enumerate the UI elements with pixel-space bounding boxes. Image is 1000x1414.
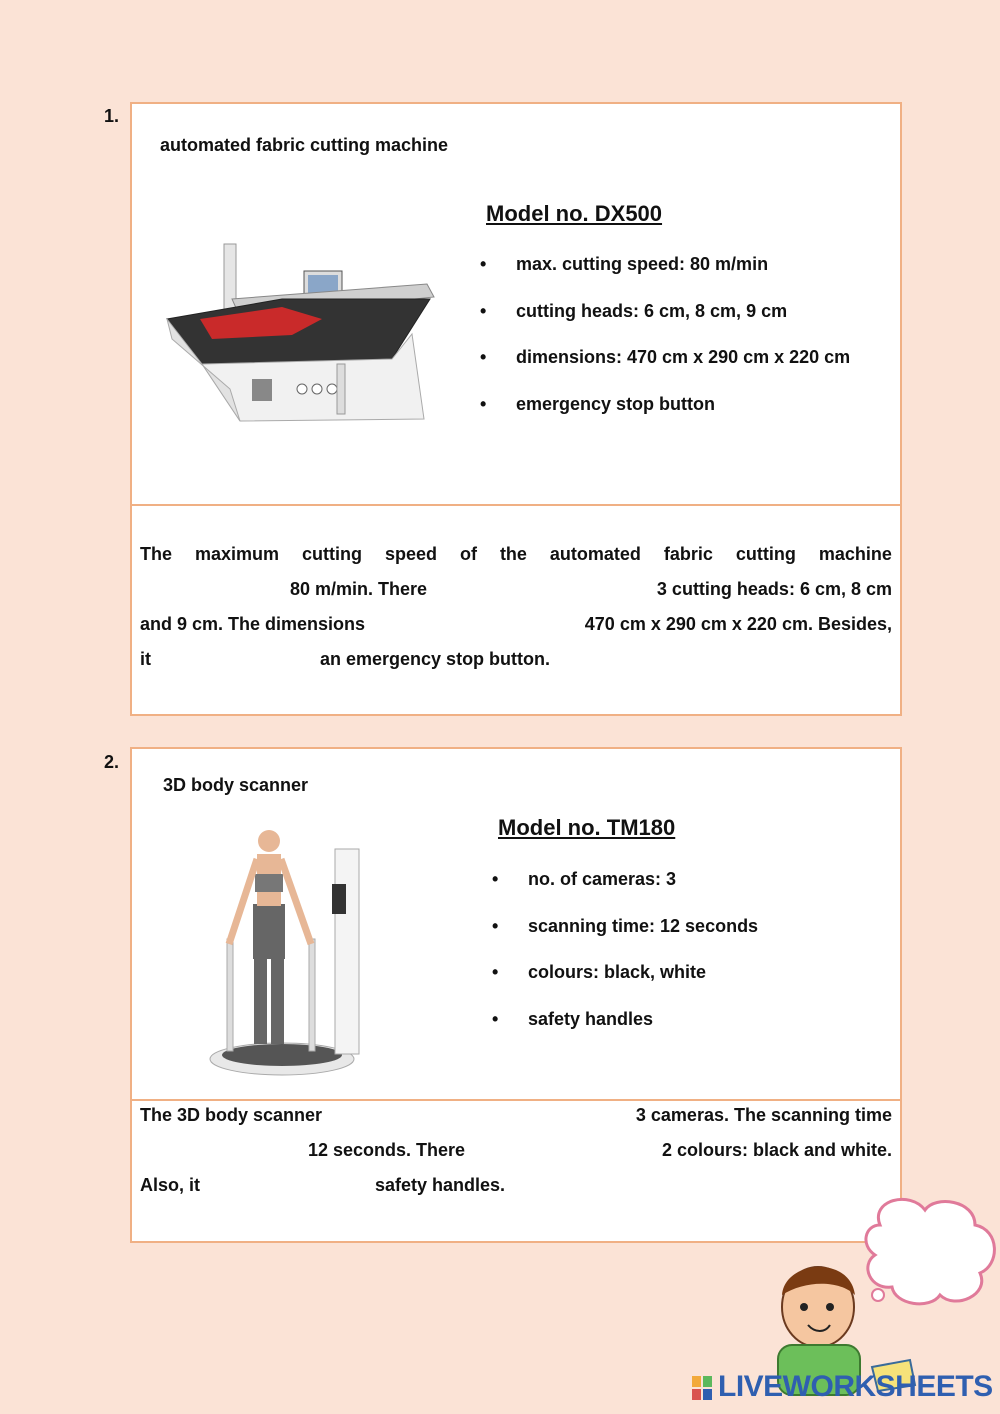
text-segment: 3 cameras. The scanning time <box>635 1105 892 1125</box>
text-segment: and 9 cm. The dimensions <box>140 614 366 634</box>
spec-item: • colours: black, white <box>492 962 758 1009</box>
text-segment: 12 seconds. There <box>308 1140 466 1160</box>
word: machine <box>818 544 892 564</box>
paragraph-line <box>140 1105 892 1140</box>
text-segment: Also, it <box>140 1175 201 1195</box>
item-number-1: 1. <box>104 106 120 126</box>
body-scanner-image <box>207 819 367 1084</box>
card-divider <box>132 1099 900 1101</box>
text-segment: 470 cm x 290 cm x 220 cm. Besides, <box>584 614 892 634</box>
text-segment: 3 cutting heads: 6 cm, 8 cm <box>656 579 892 599</box>
scanner-model: Model no. TM180 <box>498 815 676 840</box>
spec-item: • max. cutting speed: 80 m/min <box>480 254 850 301</box>
item-card-1 <box>130 102 902 716</box>
paragraph-line <box>140 614 892 649</box>
word: fabric <box>663 544 713 564</box>
word: cutting <box>302 544 362 564</box>
text-segment: safety handles. <box>375 1175 506 1195</box>
machine-model: Model no. DX500 <box>486 201 663 226</box>
text-segment: it <box>140 649 151 669</box>
item-number-2: 2. <box>104 752 120 772</box>
word: automated <box>549 544 641 564</box>
paragraph-line <box>140 544 892 579</box>
paragraph-line <box>140 1140 892 1175</box>
text-segment: 80 m/min. There <box>290 579 428 599</box>
word: The <box>140 544 173 564</box>
text-segment: 2 colours: black and white. <box>661 1140 892 1160</box>
word: maximum <box>194 544 280 564</box>
machine-title: automated fabric cutting machine <box>160 135 449 155</box>
item-card-2 <box>130 747 902 1243</box>
spec-item: • cutting heads: 6 cm, 8 cm, 9 cm <box>480 301 850 348</box>
spec-item: • scanning time: 12 seconds <box>492 916 758 963</box>
scanner-specs-list <box>492 869 758 1055</box>
text-segment: The 3D body scanner <box>140 1105 323 1125</box>
spec-item: • safety handles <box>492 1009 758 1056</box>
word: speed <box>384 544 437 564</box>
machine-paragraph <box>140 544 892 684</box>
word: cutting <box>735 544 796 564</box>
spec-item: • emergency stop button <box>480 394 850 441</box>
fabric-cutting-machine-image <box>162 239 442 424</box>
liveworksheets-logo[interactable]: LIVEWORKSHEETS <box>718 1370 993 1403</box>
paragraph-line <box>140 579 892 614</box>
word: the <box>499 544 527 564</box>
paragraph-line <box>140 649 892 684</box>
card-divider <box>132 504 900 506</box>
spec-item: • dimensions: 470 cm x 290 cm x 220 cm <box>480 347 850 394</box>
liveworksheets-logo-icon <box>692 1376 712 1400</box>
text-segment: an emergency stop button. <box>320 649 551 669</box>
scanner-title: 3D body scanner <box>163 775 309 795</box>
machine-specs-list <box>480 254 850 440</box>
word: of <box>459 544 477 564</box>
spec-item: • no. of cameras: 3 <box>492 869 758 916</box>
